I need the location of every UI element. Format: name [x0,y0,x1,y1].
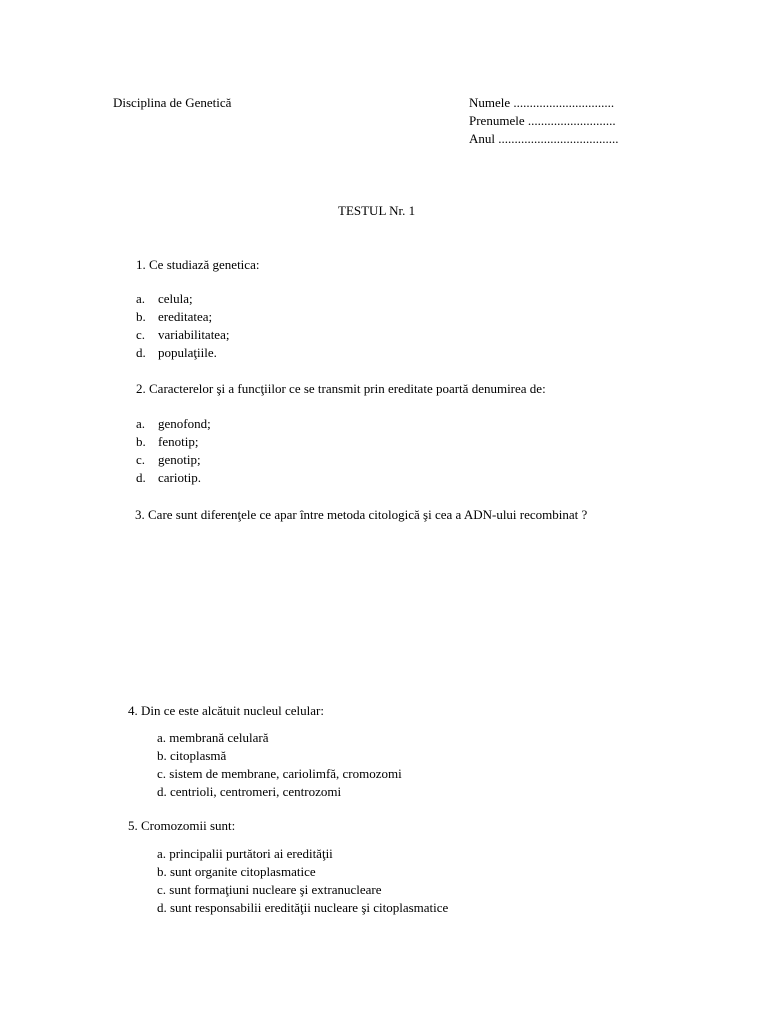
question-5: 5. Cromozomii sunt: [128,818,236,833]
q5-option-a: a. principalii purtători ai eredităţii [157,846,333,861]
surname-field: Prenumele ........................... [469,113,616,128]
q2-option-a: a. genofond; [136,416,211,431]
question-1: 1. Ce studiază genetica: [136,257,260,272]
q5-option-b: b. sunt organite citoplasmatice [157,864,316,879]
q1-option-a: a. celula; [136,291,193,306]
q4-option-c: c. sistem de membrane, cariolimfă, cromozomi [157,766,402,781]
q1-option-b: b. ereditatea; [136,309,213,324]
question-3 [113,506,656,524]
q5-option-d: d. sunt responsabilii eredităţii nucleare şi citoplasmatice [157,900,449,915]
q2-option-d: d. cariotip. [136,470,201,485]
question-4: 4. Din ce este alcătuit nucleul celular: [128,703,324,718]
discipline-label: Disciplina de Genetică [113,95,232,110]
q4-option-b: b. citoplasmă [157,748,227,763]
q1-option-c: c. variabilitatea; [136,327,230,342]
q2-option-b: b. fenotip; [136,434,199,449]
question-3-text: 3. Care sunt diferenţele ce apar între metoda citologică şi cea a ADN-ului recombinat ? [135,507,588,522]
year-field: Anul ..................................... [469,131,619,146]
q1-option-d: d. populaţiile. [136,345,217,360]
q4-option-a: a. membrană celulară [157,730,269,745]
q5-option-c: c. sunt formaţiuni nucleare şi extranucleare [157,882,382,897]
test-title: TESTUL Nr. 1 [338,203,416,218]
q4-option-d: d. centrioli, centromeri, centrozomi [157,784,342,799]
q2-option-c: c. genotip; [136,452,201,467]
question-2: 2. Caracterelor şi a funcţiilor ce se transmit prin ereditate poartă denumirea de: [136,381,546,396]
name-field: Numele ............................... [469,95,615,110]
